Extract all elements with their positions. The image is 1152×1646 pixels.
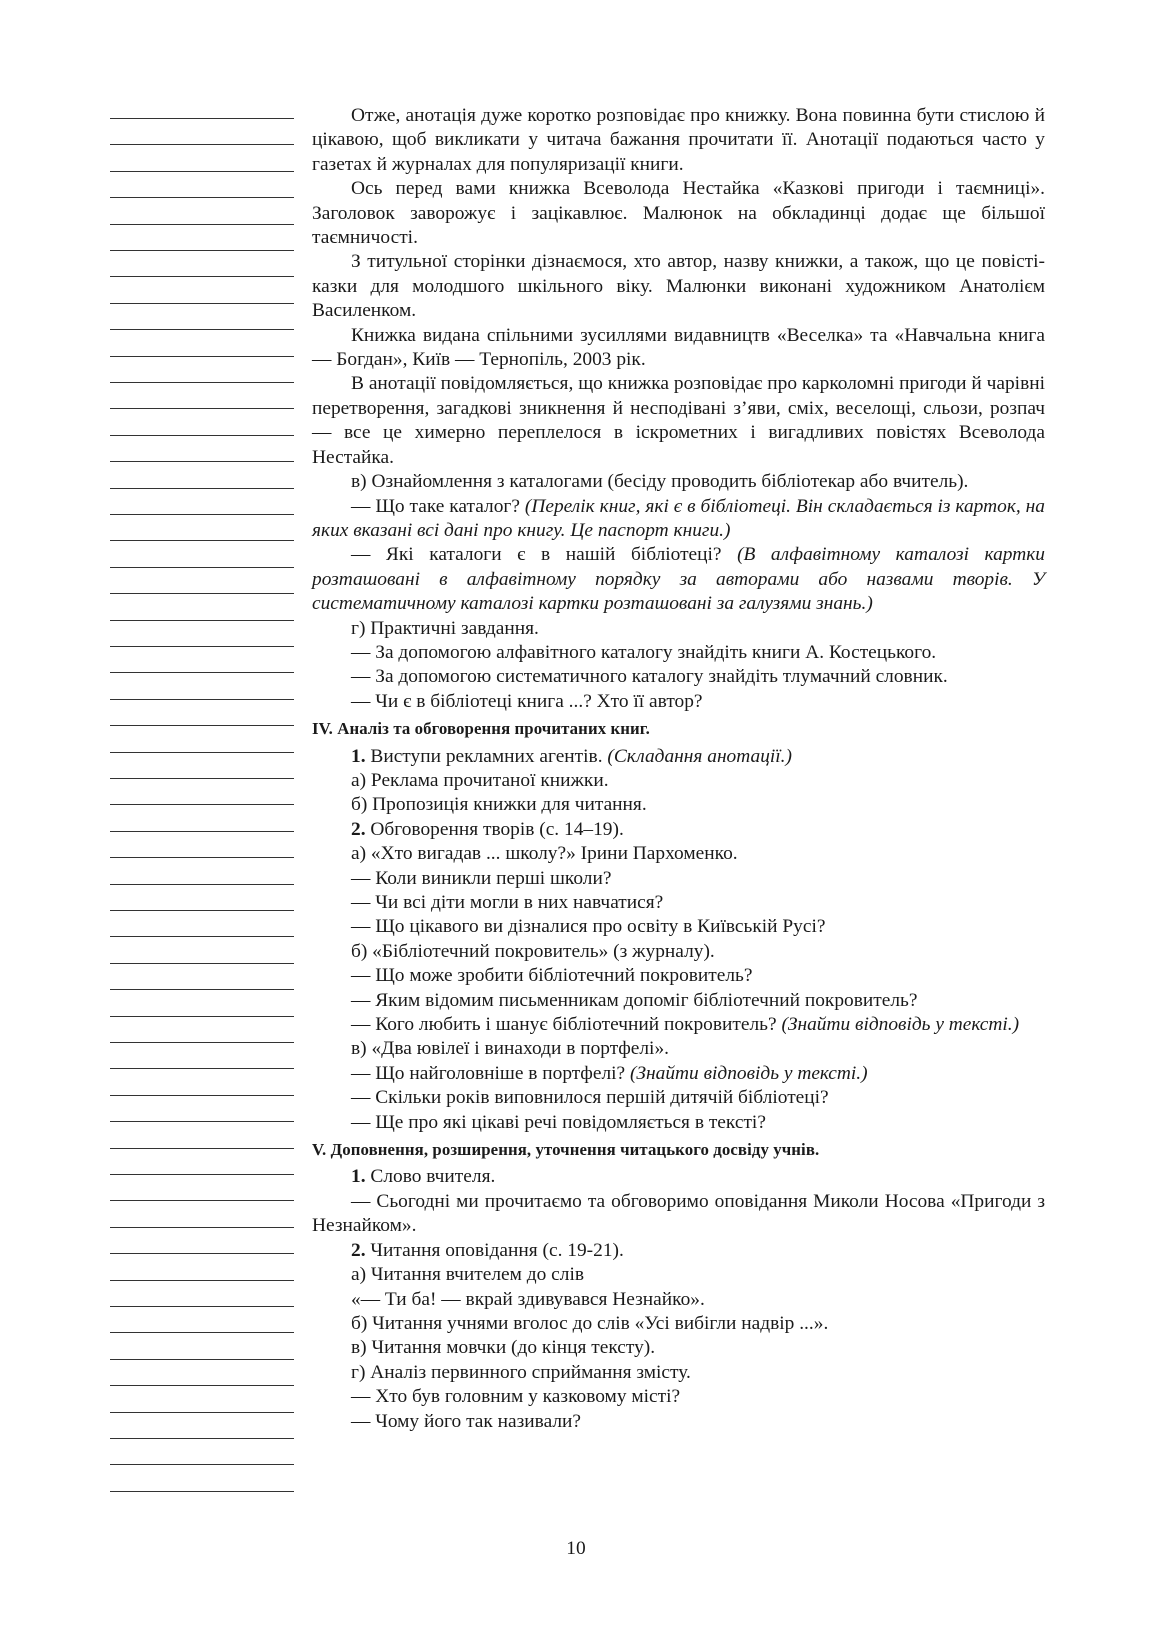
note-line	[110, 1438, 294, 1439]
paragraph: г) Практичні завдання.	[351, 617, 539, 639]
note-line	[110, 1491, 294, 1492]
note-line	[110, 224, 294, 225]
section-heading: V. Доповнення, розширення, уточнення читацького досвіду учнів.	[312, 1140, 820, 1160]
note-line	[110, 1042, 294, 1043]
item-text: Читання оповідання (с. 19-21).	[365, 1239, 624, 1261]
note-line	[110, 118, 294, 119]
note-line	[110, 540, 294, 541]
note-line	[110, 646, 294, 647]
paragraph: в) Ознайомлення з каталогами (бесіду проводить бібліотекар або вчитель).	[351, 471, 969, 493]
note-line	[110, 144, 294, 145]
paragraph: — За допомогою алфавітного каталогу знайдіть книги А. Костецького.	[351, 641, 937, 663]
paragraph: б) Пропозиція книжки для читання.	[351, 794, 647, 816]
item-text: Обговорення творів (с. 14–19).	[365, 818, 624, 840]
paragraph	[312, 1165, 1045, 1189]
answer: (Знайти відповідь у тексті.)	[781, 1014, 1020, 1036]
note-line	[110, 1095, 294, 1096]
note-line	[110, 1332, 294, 1333]
paragraph: — Ще про які цікаві речі повідомляється в тексті?	[351, 1111, 766, 1133]
paragraph	[312, 1239, 1045, 1263]
note-line	[110, 804, 294, 805]
paragraph: Ось перед вами книжка Всеволода Нестайка «Казкові пригоди і таємниці». Заголовок заворожує і зацікавлює. Малюнок на обкладинці додає ще більшої таємничості.	[312, 178, 1045, 249]
paragraph	[312, 1013, 1045, 1037]
paragraph	[312, 495, 1045, 544]
note-line	[110, 1385, 294, 1386]
paragraph: а) «Хто вигадав ... школу?» Ірини Пархоменко.	[351, 843, 738, 865]
paragraph: в) Читання мовчки (до кінця тексту).	[351, 1337, 656, 1359]
note-line	[110, 1227, 294, 1228]
item-number: 1.	[351, 745, 366, 767]
paragraph: а) Реклама прочитаної книжки.	[351, 769, 609, 791]
item-text: Виступи рекламних агентів.	[365, 745, 608, 767]
answer: (Складання анотації.)	[607, 745, 792, 767]
note-line	[110, 831, 294, 832]
note-line	[110, 1121, 294, 1122]
note-line	[110, 1174, 294, 1175]
note-line	[110, 857, 294, 858]
paragraph: — Яким відомим письменникам допоміг бібліотечний покровитель?	[351, 989, 918, 1011]
answer: (Перелік книг, які є в бібліотеці. Він складається із карток, на яких вказані всі дані про книгу. Це паспорт книги.)	[312, 495, 1045, 541]
main-text	[312, 104, 1045, 1434]
note-line	[110, 514, 294, 515]
paragraph: Книжка видана спільними зусиллями видавництв «Веселка» та «Навчальна книга — Богдан», Київ — Тернопіль, 2003 рік.	[312, 324, 1045, 371]
note-line	[110, 752, 294, 753]
note-line	[110, 699, 294, 700]
note-line	[110, 725, 294, 726]
paragraph: — Що може зробити бібліотечний покровитель?	[351, 965, 753, 987]
note-line	[110, 884, 294, 885]
note-line	[110, 435, 294, 436]
paragraph: З титульної сторінки дізнаємося, хто автор, назву книжки, а також, що це повісті-казки для молодшого шкільного віку. Малюнки виконані художником Анатолієм Василенком.	[312, 251, 1045, 322]
paragraph: — Хто був головним у казковому місті?	[351, 1386, 681, 1408]
item-number: 1.	[351, 1166, 366, 1188]
paragraph: Отже, анотація дуже коротко розповідає про книжку. Вона повинна бути стислою й цікавою, щоб викликати у читача бажання прочитати її. Анотації подаються часто у газетах й журналах для популяризації книги.	[312, 105, 1045, 175]
paragraph	[312, 1062, 1045, 1086]
note-line	[110, 1412, 294, 1413]
note-line	[110, 672, 294, 673]
paragraph: в) «Два ювілеї і винаходи в портфелі».	[351, 1038, 669, 1060]
item-text: Слово вчителя.	[365, 1166, 496, 1188]
question: — Що таке каталог?	[351, 495, 525, 517]
note-line	[110, 488, 294, 489]
note-line	[110, 1280, 294, 1281]
paragraph: — Чому його так називали?	[351, 1410, 582, 1432]
answer: (Знайти відповідь у тексті.)	[629, 1062, 868, 1084]
note-line	[110, 1016, 294, 1017]
question: — Які каталоги є в нашій бібліотеці?	[351, 544, 738, 566]
answer: (В алфавітному каталозі картки розташовані в алфавітному порядку за авторами або назвами творів. У систематичному каталозі картки розташовані за галузями знань.)	[312, 544, 1046, 615]
paragraph: — Чи є в бібліотеці книга ...? Хто її автор?	[351, 690, 703, 712]
note-line	[110, 910, 294, 911]
note-line	[110, 1253, 294, 1254]
question: — Кого любить і шанує бібліотечний покровитель?	[351, 1014, 782, 1036]
paragraph: — Що цікавого ви дізналися про освіту в Київській Русі?	[351, 916, 826, 938]
item-number: 2.	[351, 1239, 366, 1261]
note-line	[110, 276, 294, 277]
notes-margin	[110, 96, 294, 1496]
note-line	[110, 303, 294, 304]
note-line	[110, 1148, 294, 1149]
note-line	[110, 963, 294, 964]
note-line	[110, 461, 294, 462]
paragraph: б) Читання учнями вголос до слів «Усі вибігли надвір ...».	[351, 1312, 829, 1334]
note-line	[110, 778, 294, 779]
note-line	[110, 356, 294, 357]
page-number: 10	[566, 1538, 586, 1559]
paragraph: г) Аналіз первинного сприймання змісту.	[351, 1361, 691, 1383]
note-line	[110, 620, 294, 621]
paragraph	[312, 543, 1045, 616]
note-line	[110, 567, 294, 568]
note-line	[110, 1359, 294, 1360]
note-line	[110, 250, 294, 251]
question: — Що найголовніше в портфелі?	[351, 1062, 630, 1084]
item-number: 2.	[351, 818, 366, 840]
paragraph: — Сьогодні ми прочитаємо та обговоримо оповідання Миколи Носова «Пригоди з Незнайком».	[312, 1190, 1045, 1237]
note-line	[110, 593, 294, 594]
note-line	[110, 936, 294, 937]
paragraph: В анотації повідомляється, що книжка розповідає про карколомні пригоди й чарівні перетворення, загадкові зникнення й несподівані з’яви, сміх, веселощі, сльози, розпач — все це химерно переплелося в іскрометних і вигадливих повістях Всеволода Нестайка.	[312, 373, 1045, 468]
note-line	[110, 989, 294, 990]
paragraph: а) Читання вчителем до слів	[351, 1264, 584, 1286]
note-line	[110, 382, 294, 383]
paragraph	[312, 818, 1045, 842]
paragraph: — За допомогою систематичного каталогу знайдіть тлумачний словник.	[351, 666, 948, 688]
note-line	[110, 197, 294, 198]
paragraph: б) «Бібліотечний покровитель» (з журналу).	[351, 940, 715, 962]
paragraph: — Чи всі діти могли в них навчатися?	[351, 892, 664, 913]
section-heading: IV. Аналіз та обговорення прочитаних книг.	[312, 719, 650, 739]
note-line	[110, 1464, 294, 1465]
note-line	[110, 1200, 294, 1201]
paragraph: — Скільки років виповнилося першій дитячій бібліотеці?	[351, 1087, 829, 1109]
paragraph	[312, 745, 1045, 769]
note-line	[110, 1306, 294, 1307]
paragraph: — Коли виникли перші школи?	[351, 867, 612, 889]
note-line	[110, 171, 294, 172]
note-line	[110, 408, 294, 409]
note-line	[110, 1068, 294, 1069]
note-line	[110, 329, 294, 330]
paragraph: «— Ти ба! — вкрай здивувався Незнайко».	[351, 1288, 705, 1310]
